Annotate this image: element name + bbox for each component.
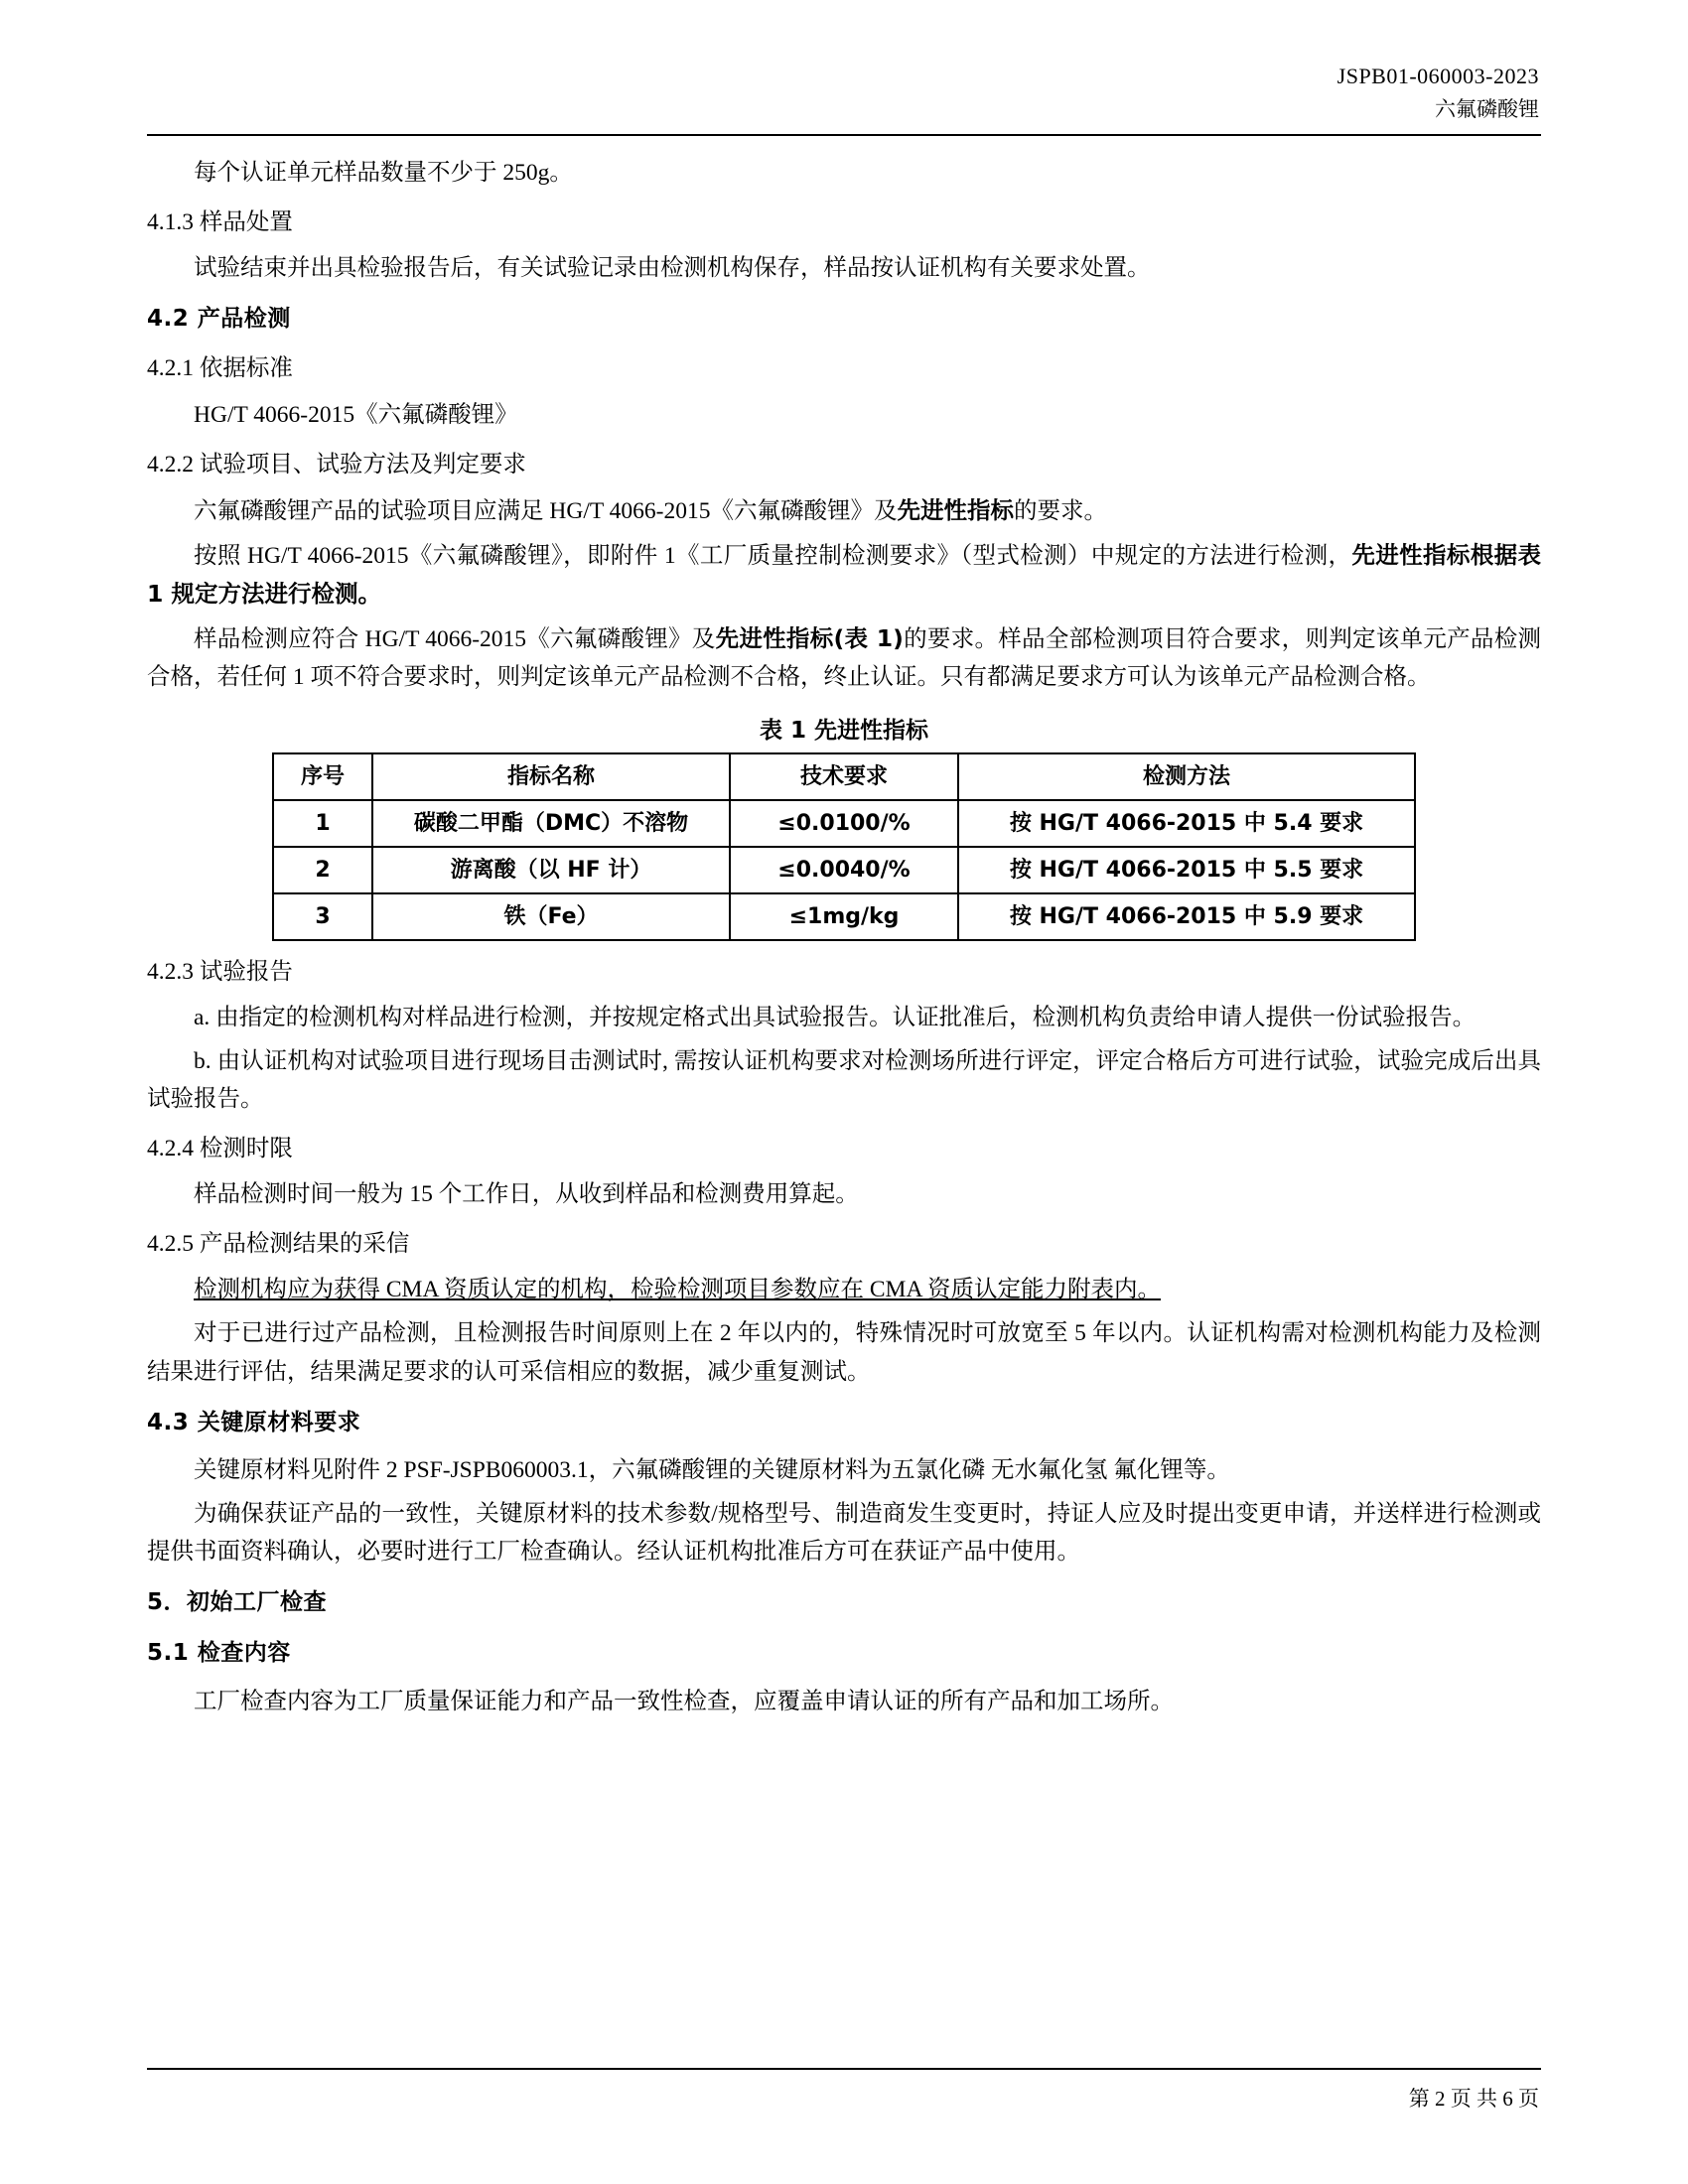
paragraph-4-2-3-b: b. 由认证机构对试验项目进行现场目击测试时, 需按认证机构要求对检测场所进行评定，评定合格后方可进行试验，试验完成后出具试验报告。 bbox=[147, 1048, 1541, 1113]
text-422-2a: 按照 HG/T 4066-2015《六氟磷酸锂》，即附件 1《工厂质量控制检测要求》（型式检测）中规定的方法进行检测， bbox=[194, 542, 1352, 569]
column-header-indicator: 指标名称 bbox=[372, 753, 730, 800]
cell-requirement: ≤0.0100/% bbox=[730, 800, 958, 847]
advanced-indicator-table bbox=[272, 752, 1416, 941]
paragraph-4-2-3-a: a. 由指定的检测机构对样品进行检测，并按规定格式出具试验报告。认证批准后，检测机构负责给申请人提供一份试验报告。 bbox=[194, 1005, 1477, 1030]
header-document-subtitle: 六氟磷酸锂 bbox=[1435, 97, 1539, 122]
heading-4-2: 4.2 产品检测 bbox=[147, 306, 291, 333]
cell-no: 1 bbox=[273, 800, 372, 847]
cell-method: 按 HG/T 4066-2015 中 5.9 要求 bbox=[958, 893, 1415, 940]
cell-requirement: ≤0.0040/% bbox=[730, 847, 958, 893]
paragraph-4-3-first: 关键原材料见附件 2 PSF-JSPB060003.1，六氟磷酸锂的关键原材料为五氯化磷 无水氟化氢 氟化锂等。 bbox=[194, 1456, 1230, 1483]
heading-5: 5．初始工厂检查 bbox=[147, 1589, 328, 1615]
table-header-row bbox=[273, 753, 1415, 800]
header-document-code: JSPB01-060003-2023 bbox=[1336, 64, 1539, 88]
heading-4-2-5: 4.2.5 产品检测结果的采信 bbox=[147, 1231, 410, 1258]
column-header-method: 检测方法 bbox=[958, 753, 1415, 800]
cell-no: 2 bbox=[273, 847, 372, 893]
cell-no: 3 bbox=[273, 893, 372, 940]
text-425-underline: 检测机构应为获得 CMA 资质认定的机构，检验检测项目参数应在 CMA 资质认定能力附表内。 bbox=[194, 1277, 1161, 1303]
column-header-no: 序号 bbox=[273, 753, 372, 800]
paragraph-4-2-1-standard: HG/T 4066-2015《六氟磷酸锂》 bbox=[194, 401, 518, 428]
paragraph-4-2-5-underlined bbox=[147, 1271, 1541, 1308]
text-422-1b: 先进性指标 bbox=[897, 495, 1014, 524]
cell-method: 按 HG/T 4066-2015 中 5.4 要求 bbox=[958, 800, 1415, 847]
paragraph-sample-quantity: 每个认证单元样品数量不少于 250g。 bbox=[194, 160, 573, 186]
text-422-3b: 先进性指标(表 1) bbox=[715, 623, 904, 652]
table-row bbox=[273, 893, 1415, 940]
column-header-requirement: 技术要求 bbox=[730, 753, 958, 800]
paragraph-4-1-3: 试验结束并出具检验报告后，有关试验记录由检测机构保存，样品按认证机构有关要求处置。 bbox=[194, 255, 1151, 282]
text-422-2b: 先进性指标根据表 1 规定方法进行检测。 bbox=[147, 540, 1542, 608]
table-row bbox=[273, 800, 1415, 847]
header-divider bbox=[147, 134, 1541, 136]
page-number: 第 2 页 共 6 页 bbox=[1408, 2087, 1539, 2111]
heading-4-3: 4.3 关键原材料要求 bbox=[147, 1409, 361, 1435]
document-body bbox=[147, 154, 1541, 1726]
paragraph-4-2-2-first bbox=[147, 491, 1541, 530]
cell-requirement: ≤1mg/kg bbox=[730, 893, 958, 940]
paragraph-4-2-4: 样品检测时间一般为 15 个工作日，从收到样品和检测费用算起。 bbox=[194, 1181, 859, 1208]
page-header bbox=[1337, 60, 1539, 126]
heading-4-2-1: 4.2.1 依据标准 bbox=[147, 355, 293, 382]
text-422-3a: 样品检测应符合 HG/T 4066-2015《六氟磷酸锂》及 bbox=[194, 625, 716, 652]
footer-divider bbox=[147, 2068, 1541, 2070]
text-422-1c: 的要求。 bbox=[1013, 497, 1107, 524]
heading-4-2-3: 4.2.3 试验报告 bbox=[147, 958, 293, 985]
paragraph-5-1: 工厂检查内容为工厂质量保证能力和产品一致性检查，应覆盖申请认证的所有产品和加工场所。 bbox=[194, 1688, 1174, 1714]
text-422-1a: 六氟磷酸锂产品的试验项目应满足 HG/T 4066-2015《六氟磷酸锂》及 bbox=[194, 497, 898, 524]
text-422-3c: 的要求。样品全部检测项目符合要求，则判定该单元产品检测合格，若任何 1 项不符合要求时，则判定该单元产品检测不合格，终止认证。只有都满足要求方可认为该单元产品检测合格。 bbox=[147, 625, 1542, 690]
paragraph-4-2-2-second bbox=[147, 536, 1541, 614]
cell-method: 按 HG/T 4066-2015 中 5.5 要求 bbox=[958, 847, 1415, 893]
paragraph-4-2-5-second: 对于已进行过产品检测，且检测报告时间原则上在 2 年以内的，特殊情况时可放宽至 5 年以内。认证机构需对检测机构能力及检测结果进行评估，结果满足要求的认可采信相应的数据，减少重复测试。 bbox=[147, 1320, 1541, 1385]
cell-indicator: 游离酸（以 HF 计） bbox=[372, 847, 730, 893]
paragraph-4-2-2-third bbox=[147, 619, 1541, 696]
paragraph-4-3-second: 为确保获证产品的一致性，关键原材料的技术参数/规格型号、制造商发生变更时，持证人应及时提出变更申请，并送样进行检测或提供书面资料确认，必要时进行工厂检查确认。经认证机构批准后方可在获证产品中使用。 bbox=[147, 1500, 1541, 1565]
table-caption: 表 1 先进性指标 bbox=[759, 717, 929, 744]
heading-4-2-4: 4.2.4 检测时限 bbox=[147, 1136, 293, 1162]
table-row bbox=[273, 847, 1415, 893]
heading-4-1-3: 4.1.3 样品处置 bbox=[147, 209, 293, 236]
cell-indicator: 铁（Fe） bbox=[372, 893, 730, 940]
cell-indicator: 碳酸二甲酯（DMC）不溶物 bbox=[372, 800, 730, 847]
heading-4-2-2: 4.2.2 试验项目、试验方法及判定要求 bbox=[147, 451, 526, 478]
heading-5-1: 5.1 检查内容 bbox=[147, 1640, 291, 1667]
